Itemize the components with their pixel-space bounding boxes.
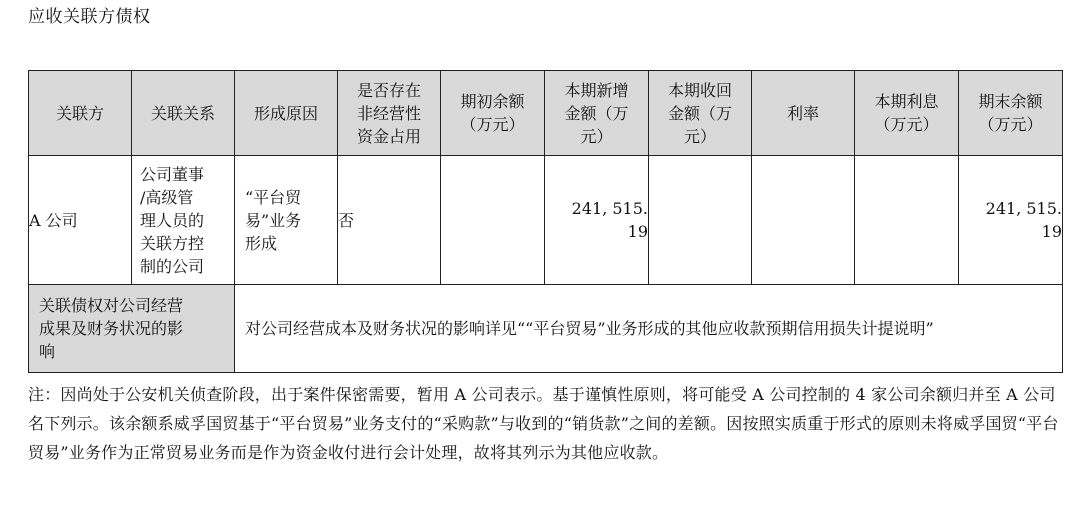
header-cell bbox=[132, 71, 235, 156]
rate-cell bbox=[752, 156, 855, 285]
header-label: 本期新增 金额（万 元） bbox=[564, 80, 629, 146]
relation-text: 公司董事 /高级管 理人员的 关联方控 制的公司 bbox=[140, 164, 205, 276]
header-cell bbox=[545, 71, 649, 156]
impact-row bbox=[29, 285, 1063, 373]
opening-balance-cell bbox=[441, 156, 545, 285]
impact-description-cell: 对公司经营成本及财务状况的影响详见““平台贸易”业务形成的其他应收款预期信用损失计提说明” bbox=[235, 285, 1063, 373]
impact-label-cell bbox=[29, 285, 235, 373]
reason-text: “平台贸 易”业务 形成 bbox=[245, 187, 302, 253]
header-cell bbox=[29, 71, 132, 156]
header-label: 形成原因 bbox=[253, 103, 318, 123]
header-label: 期初余额 （万元） bbox=[460, 92, 525, 134]
header-label: 本期收回 金额（万 元） bbox=[667, 80, 732, 146]
reason-cell bbox=[235, 156, 338, 285]
related-party-receivables-table bbox=[28, 70, 1063, 373]
header-label: 利率 bbox=[786, 103, 819, 123]
header-label: 是否存在 非经营性 资金占用 bbox=[356, 80, 421, 146]
interest-cell bbox=[855, 156, 959, 285]
header-cell bbox=[752, 71, 855, 156]
section-title: 应收关联方债权 bbox=[28, 7, 151, 27]
footnote: 注：因尚处于公安机关侦查阶段，出于案件保密需要，暂用 A 公司表示。基于谨慎性原则，将可能受 A 公司控制的 4 家公司余额归并至 A 公司名下列示。该余额系威孚国贸基于“平台贸易”业务支付的“采购款”与收到的“销货款”之间的差额。因按照实质重于形式的原则未将威孚国贸“平台贸易”业务作为正常贸易业务而是作为资金收付进行会计处理，故将其列示为其他应收款。 bbox=[28, 385, 1059, 462]
header-row bbox=[29, 71, 1063, 156]
header-label: 本期利息 （万元） bbox=[874, 92, 939, 134]
header-cell bbox=[855, 71, 959, 156]
header-cell bbox=[441, 71, 545, 156]
header-label: 关联关系 bbox=[150, 103, 215, 123]
header-cell bbox=[649, 71, 752, 156]
impact-label: 关联债权对公司经营 成果及财务状况的影 响 bbox=[39, 296, 184, 361]
header-label: 关联方 bbox=[55, 103, 104, 123]
recovered-amount-cell bbox=[649, 156, 752, 285]
table-row bbox=[29, 156, 1063, 285]
non-operating-cell: 否 bbox=[338, 156, 441, 285]
header-cell bbox=[959, 71, 1063, 156]
party-cell: A 公司 bbox=[29, 156, 132, 285]
header-cell bbox=[338, 71, 441, 156]
header-label: 期末余额 （万元） bbox=[978, 92, 1043, 134]
header-cell bbox=[235, 71, 338, 156]
closing-balance-cell: 241, 515. 19 bbox=[959, 156, 1063, 285]
relation-cell bbox=[132, 156, 235, 285]
added-amount-cell: 241, 515. 19 bbox=[545, 156, 649, 285]
